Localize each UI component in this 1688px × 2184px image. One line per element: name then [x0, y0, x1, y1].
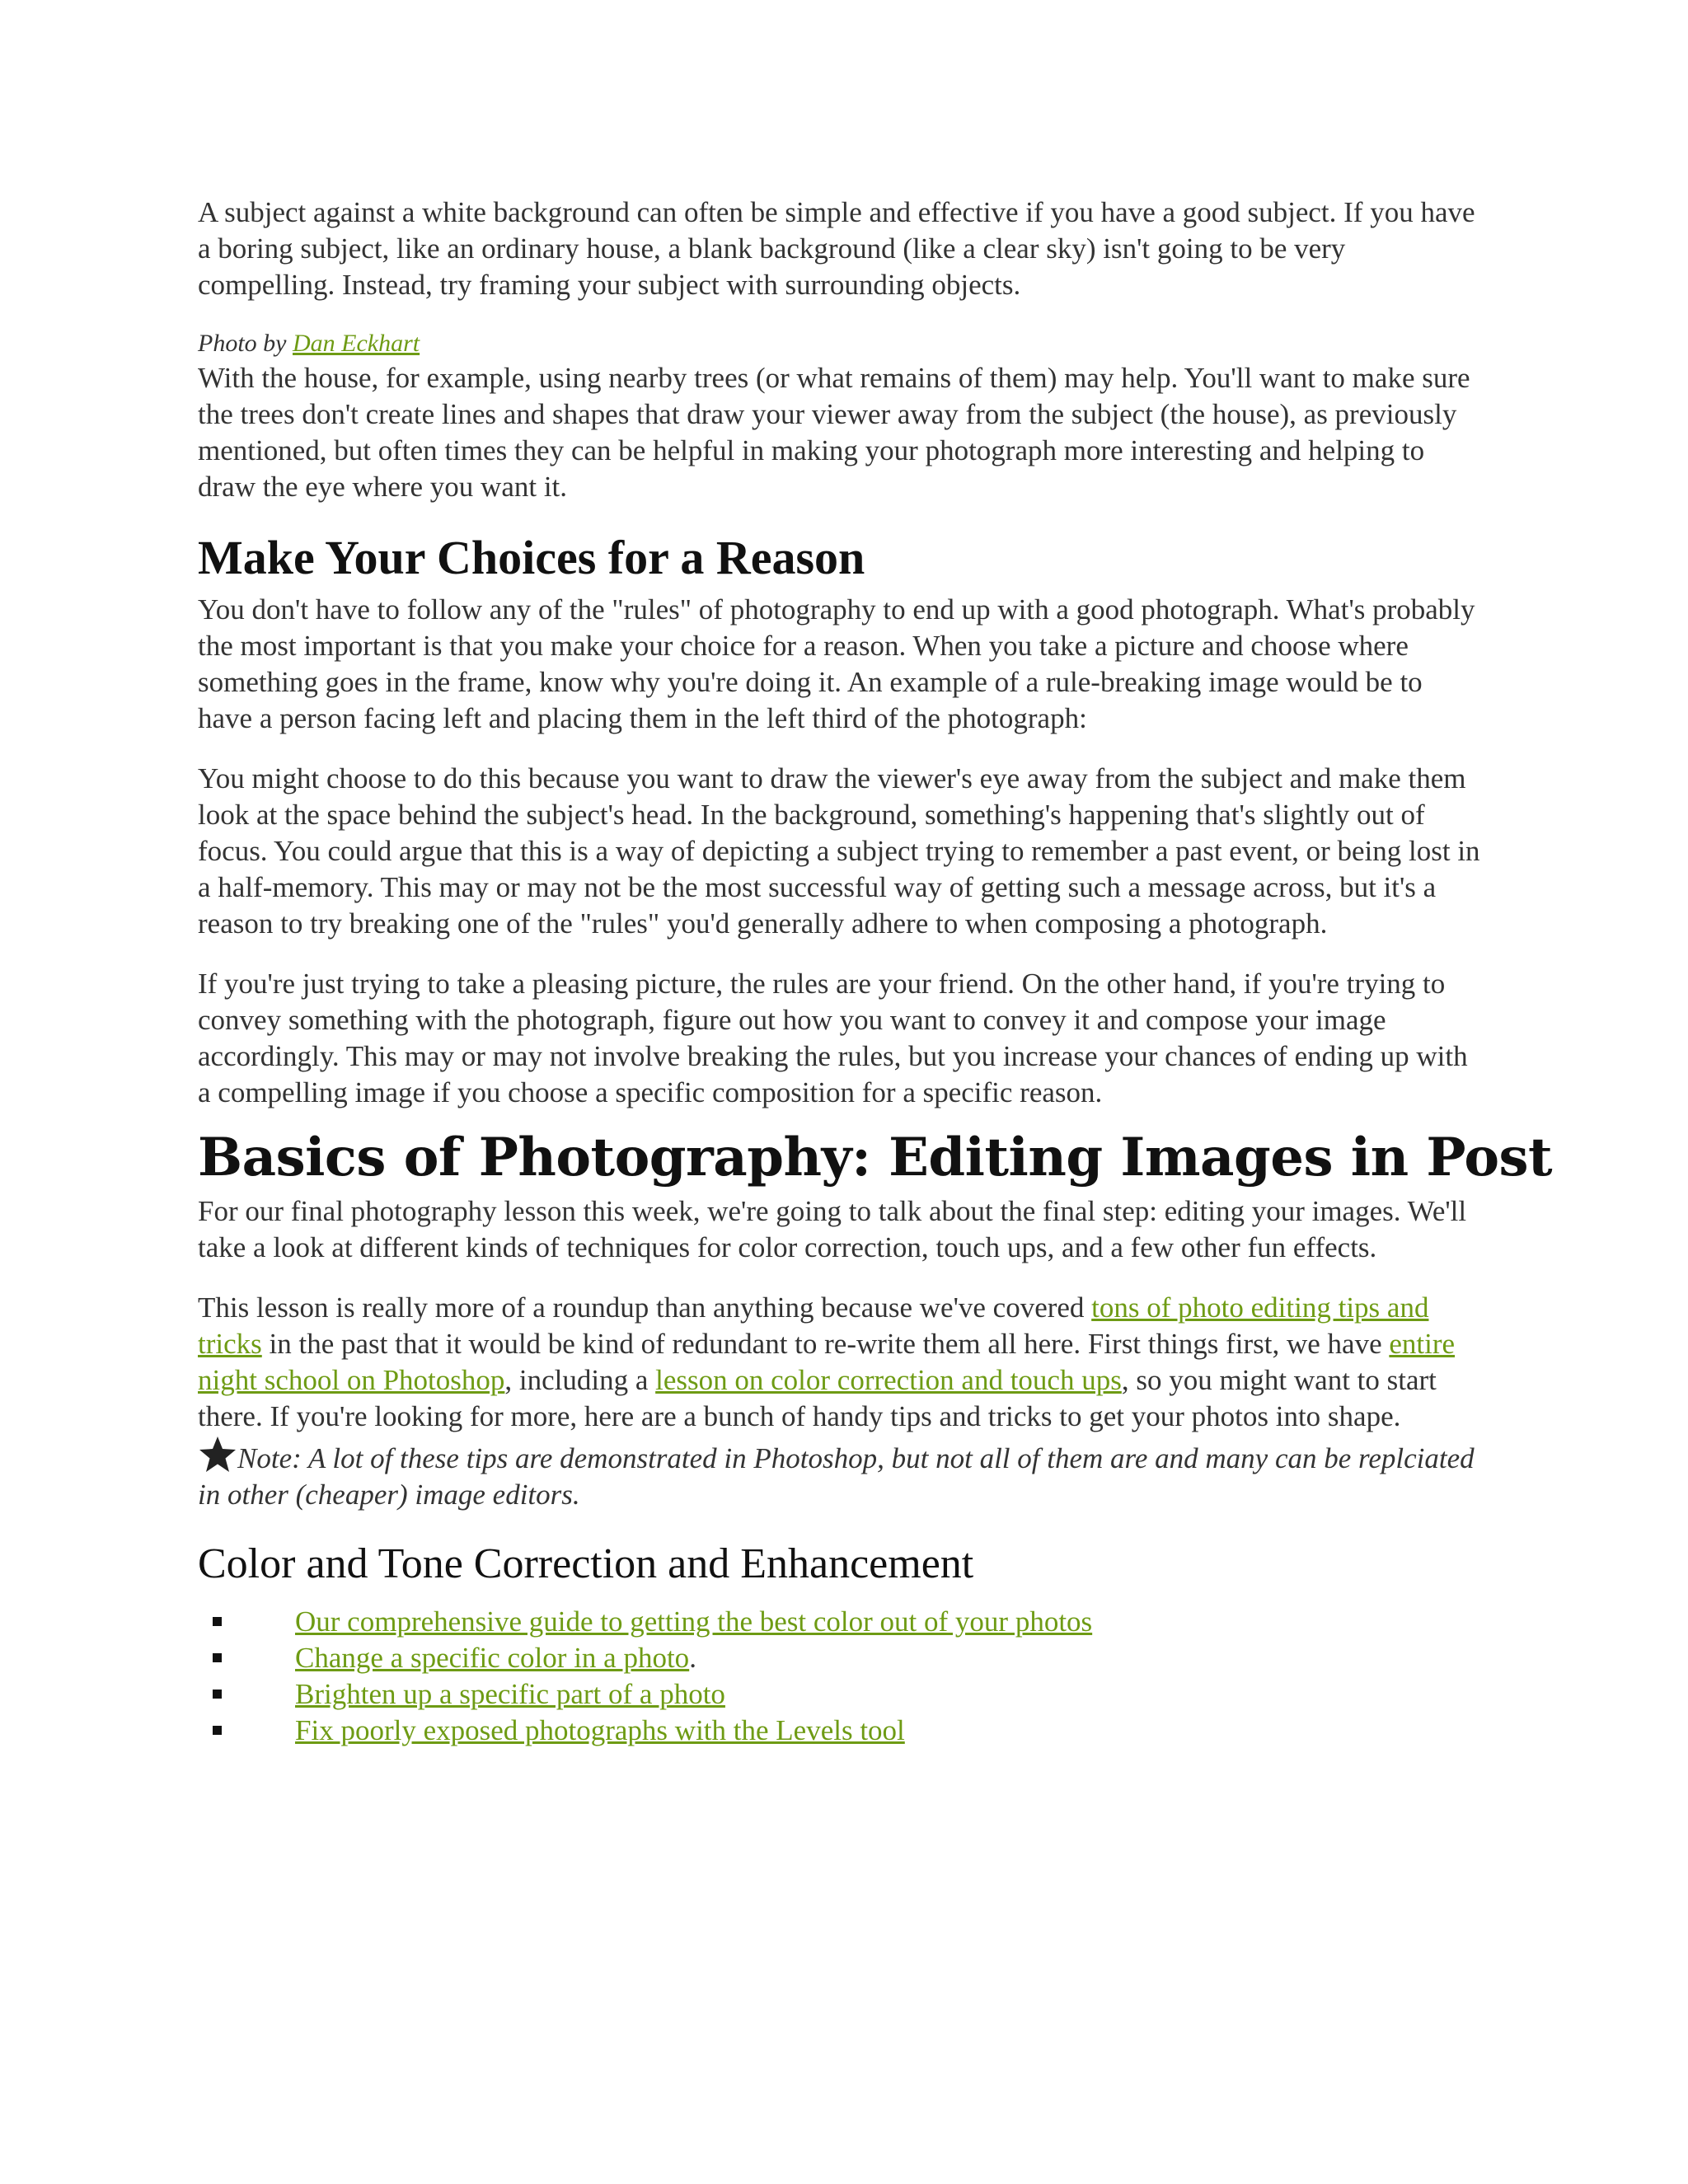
intro-paragraph: A subject against a white background can often be simple and effective if you have a good subject. If you have a boring subject, like an ordinary house, a blank background (like a clear sky) isn't going to be very compelling. Instead, try framing your subject with surrounding objects.: [198, 196, 1475, 301]
list-item: [198, 1713, 1484, 1749]
color-correction-lesson-link[interactable]: lesson on color correction and touch ups: [655, 1364, 1122, 1396]
bullet-icon: [213, 1726, 222, 1735]
levels-tool-link[interactable]: Fix poorly exposed photographs with the Levels tool: [295, 1714, 905, 1746]
night-school-photoshop-link[interactable]: entire night school on Photoshop: [198, 1328, 1456, 1396]
bullet-icon: [213, 1617, 222, 1626]
list-item: [198, 1640, 1484, 1676]
note-block: [198, 1435, 1484, 1513]
p2-text-c: , including a: [504, 1364, 656, 1396]
color-guide-link[interactable]: Our comprehensive guide to getting the best color out of your photos: [295, 1605, 1093, 1638]
change-color-link[interactable]: Change a specific color in a photo: [295, 1642, 690, 1674]
list-item: [198, 1676, 1484, 1713]
brighten-part-link[interactable]: Brighten up a specific part of a photo: [295, 1678, 725, 1710]
color-tone-link-list: [198, 1604, 1484, 1749]
house-paragraph: With the house, for example, using nearby trees (or what remains of them) may help. You'll want to make sure the trees don't create lines and shapes that draw your viewer away from the subject (the house), as previously mentioned, but often times they can be helpful in making your photograph more interesting and helping to draw the eye where you want it.: [198, 362, 1470, 503]
photo-editing-tips-link[interactable]: tons of photo editing tips and tricks: [198, 1291, 1429, 1360]
photographer-link[interactable]: Dan Eckhart: [292, 330, 420, 357]
editing-paragraph-2: [198, 1290, 1484, 1435]
choices-heading: Make Your Choices for a Reason: [198, 531, 865, 584]
bullet-icon: [213, 1690, 222, 1699]
list-item: [198, 1604, 1484, 1640]
editing-paragraph-1: For our final photography lesson this week, we're going to talk about the final step: editing your images. We'll take a look at different kinds of techniques for color correction, touch ups, and a few other fun effects.: [198, 1195, 1467, 1263]
p2-text-a: This lesson is really more of a roundup than anything because we've covered: [198, 1291, 1092, 1324]
document-page: [198, 194, 1553, 1749]
choices-paragraph-2: You might choose to do this because you want to draw the viewer's eye away from the subject and make them look at the space behind the subject's head. In the background, something's happening that's slightly out of focus. You could argue that this is a way of depicting a subject trying to remember a past event, or being lost in a half-memory. This may or may not be the most successful way of getting such a message across, but it's a reason to try breaking one of the "rules" you'd generally adhere to when composing a photograph.: [198, 762, 1480, 940]
editing-heading: Basics of Photography: Editing Images in Post: [198, 1127, 1553, 1188]
note-text: Note: A lot of these tips are demonstrated in Photoshop, but not all of them are and many can be replciated in other (cheaper) image editors.: [198, 1442, 1475, 1511]
item-suffix: .: [689, 1642, 696, 1674]
color-tone-heading: Color and Tone Correction and Enhancement: [198, 1540, 974, 1587]
choices-paragraph-1: You don't have to follow any of the "rules" of photography to end up with a good photograph. What's probably the most important is that you make your choice for a reason. When you take a picture and choose where something goes in the frame, know why you're doing it. An example of a rule-breaking image would be to have a person facing left and placing them in the left third of the photograph:: [198, 593, 1475, 734]
photo-caption: [198, 327, 1484, 360]
p2-text-d: , so you might want to start there. If you're looking for more, here are a bunch of handy tips and tricks to get your photos into shape.: [198, 1364, 1437, 1432]
p2-text-b: in the past that it would be kind of redundant to re-write them all here. First things first, we have: [261, 1328, 1390, 1360]
bullet-icon: [213, 1653, 222, 1662]
caption-prefix: Photo by: [198, 330, 293, 357]
choices-paragraph-3: If you're just trying to take a pleasing picture, the rules are your friend. On the other hand, if you're trying to convey something with the photograph, figure out how you want to convey it and compose your image accordingly. This may or may not involve breaking the rules, but you increase your chances of ending up with a compelling image if you choose a specific composition for a specific reason.: [198, 968, 1468, 1108]
star-icon: [198, 1435, 237, 1474]
